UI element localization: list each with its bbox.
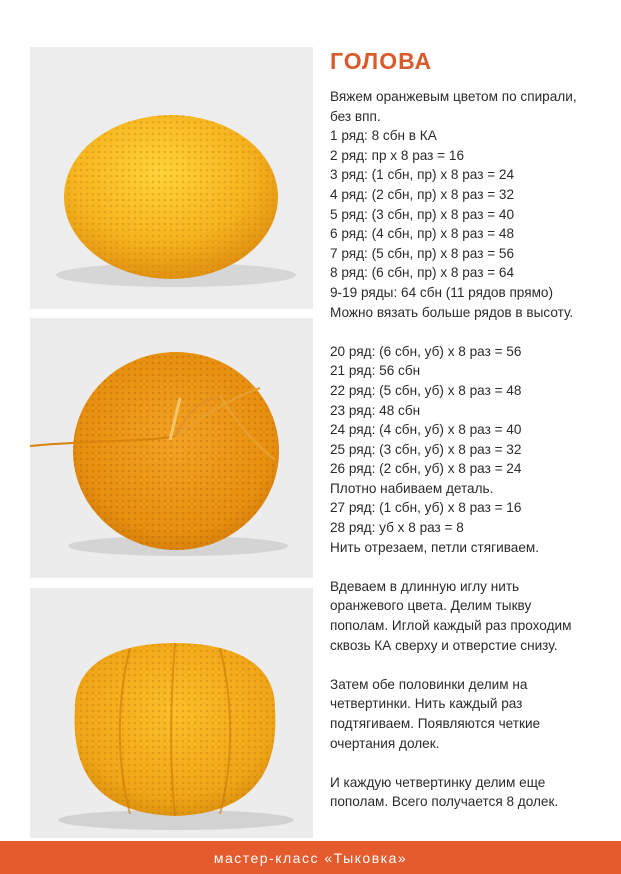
photo-crochet-ball-stuffed [30,47,313,309]
instruction-line: 21 ряд: 56 сбн [330,363,421,379]
instruction-line: четвертинки. Нить каждый раз [330,696,523,712]
instruction-line: пополам. Всего получается 8 долек. [330,794,559,810]
instruction-line: 5 ряд: (3 сбн, пр) х 8 раз = 40 [330,206,515,222]
footer-banner [0,841,621,874]
instruction-line: 4 ряд: (2 сбн, пр) х 8 раз = 32 [330,186,515,202]
instruction-line: 26 ряд: (2 сбн, уб) х 8 раз = 24 [330,461,522,477]
instruction-line: 23 ряд: 48 сбн [330,402,421,418]
instruction-line: 1 ряд: 8 сбн в КА [330,128,437,144]
instruction-line: Плотно набиваем деталь. [330,480,494,496]
footer-text: мастер-класс «Тыковка» [213,849,408,866]
instruction-line: 28 ряд: уб х 8 раз = 8 [330,520,464,536]
instruction-line: без впп. [330,108,381,124]
instruction-block-1 [330,87,612,322]
instruction-block-5 [330,773,612,812]
instruction-line: 7 ряд: (5 сбн, пр) х 8 раз = 56 [330,245,515,261]
instruction-line: оранжевого цвета. Делим тыкву [330,598,532,614]
photo-crochet-pumpkin-segments [30,588,313,838]
instruction-line: И каждую четвертинку делим еще [330,774,546,790]
instruction-line: Нить отрезаем, петли стягиваем. [330,539,540,555]
instruction-line: 8 ряд: (6 сбн, пр) х 8 раз = 64 [330,265,515,281]
instruction-line: 22 ряд: (5 сбн, уб) х 8 раз = 48 [330,382,522,398]
instruction-line: 24 ряд: (4 сбн, уб) х 8 раз = 40 [330,422,522,438]
instruction-line: сквозь КА сверху и отверстие снизу. [330,637,558,653]
instruction-line: 9-19 ряды: 64 сбн (11 рядов прямо) [330,284,554,300]
instruction-line: 3 ряд: (1 сбн, пр) х 8 раз = 24 [330,167,515,183]
section-title: ГОЛОВА [330,48,433,74]
instruction-line: 2 ряд: пр х 8 раз = 16 [330,147,465,163]
instruction-line: Затем обе половинки делим на [330,676,528,692]
instruction-line: 25 ряд: (3 сбн, уб) х 8 раз = 32 [330,441,522,457]
instruction-line: пополам. Иглой каждый раз проходим [330,618,572,634]
instruction-line: Вяжем оранжевым цветом по спирали, [330,89,577,104]
instructions-column [330,47,612,832]
instruction-line: Вдеваем в длинную иглу нить [330,578,520,594]
instruction-line: очертания долек. [330,735,440,751]
instruction-line: Можно вязать больше рядов в высоту. [330,304,574,320]
instruction-line: 6 ряд: (4 сбн, пр) х 8 раз = 48 [330,226,515,242]
instruction-block-3 [330,577,612,655]
instruction-line: 20 ряд: (6 сбн, уб) х 8 раз = 56 [330,343,522,359]
photo-crochet-ball-top-view [30,318,313,578]
instruction-line: подтягиваем. Появляются четкие [330,716,541,731]
instruction-line: 27 ряд: (1 сбн, уб) х 8 раз = 16 [330,500,522,516]
instruction-block-2 [330,342,612,558]
instruction-block-4 [330,675,612,753]
